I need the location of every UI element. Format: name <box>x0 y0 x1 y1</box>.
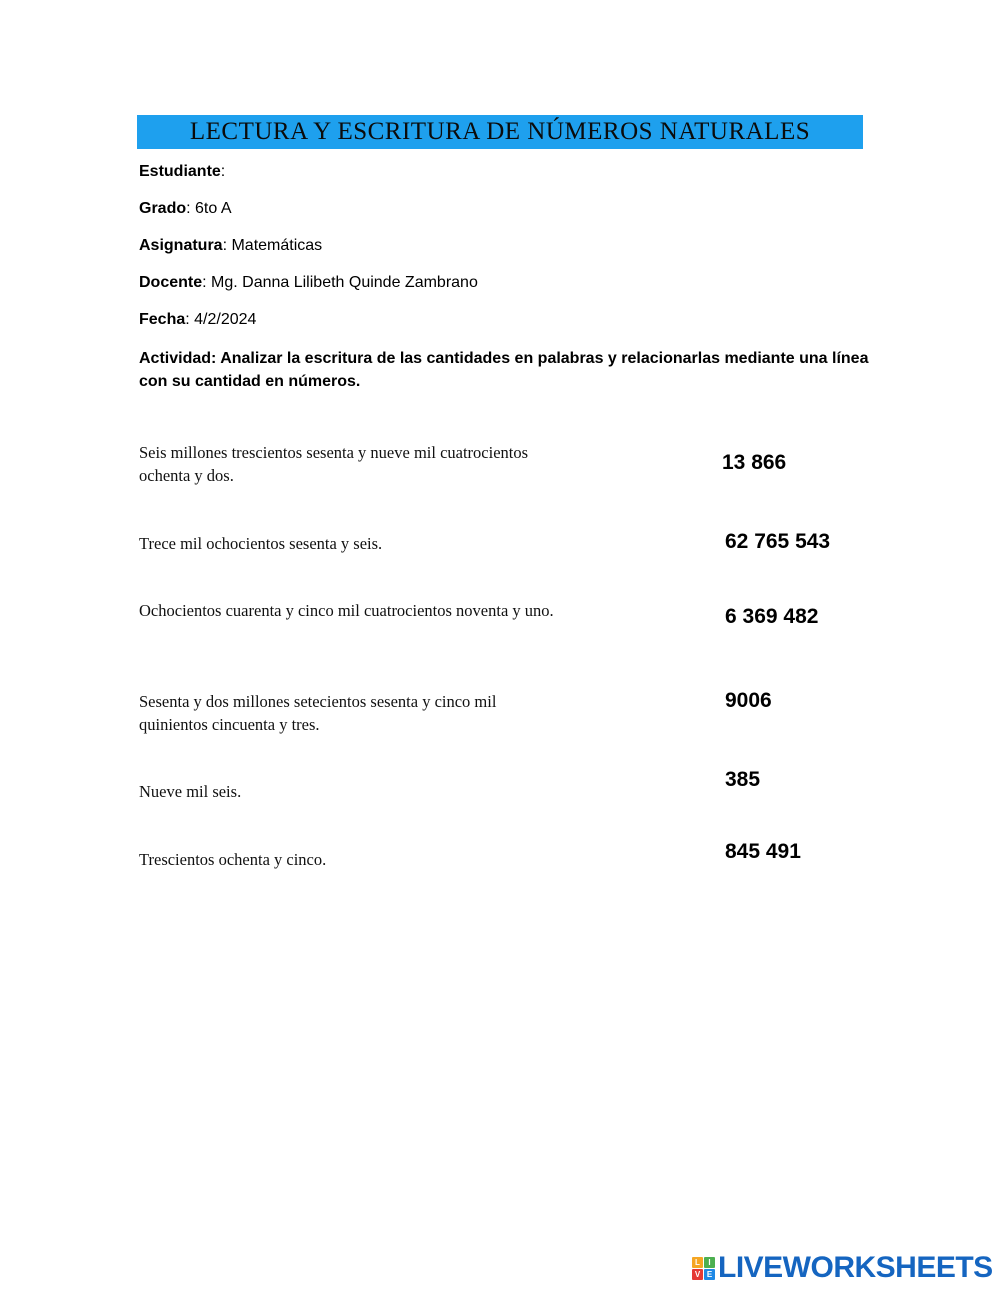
logo-letter: L <box>692 1257 703 1268</box>
number-item[interactable]: 62 765 543 <box>725 530 831 553</box>
liveworksheets-logo <box>692 1251 993 1285</box>
phrase-item[interactable]: Sesenta y dos millones setecientos sesenta y cinco mil quinientos cincuenta y tres. <box>139 692 497 734</box>
number-item[interactable]: 9006 <box>725 689 772 712</box>
logo-icon <box>692 1257 715 1280</box>
phrase-item[interactable]: Trescientos ochenta y cinco. <box>139 850 327 869</box>
phrase-item[interactable]: Nueve mil seis. <box>139 782 242 801</box>
info-grado <box>139 200 232 218</box>
page-title: LECTURA Y ESCRITURA DE NÚMEROS NATURALES <box>189 118 811 145</box>
brand-name: LIVEWORKSHEETS <box>718 1251 993 1284</box>
fecha-value: : 4/2/2024 <box>185 311 257 328</box>
number-item[interactable]: 13 866 <box>722 451 787 474</box>
logo-letter: V <box>692 1269 703 1280</box>
logo-letter: I <box>704 1257 715 1268</box>
info-fecha <box>139 311 256 329</box>
estudiante-value: : <box>220 163 226 180</box>
docente-value: : Mg. Danna Lilibeth Quinde Zambrano <box>202 274 478 291</box>
fecha-label: Fecha <box>139 311 186 328</box>
logo-letter: E <box>704 1269 715 1280</box>
number-item[interactable]: 385 <box>725 768 761 791</box>
info-asignatura <box>139 237 322 255</box>
estudiante-label: Estudiante <box>139 163 221 180</box>
number-item[interactable]: 845 491 <box>725 840 801 863</box>
phrase-item[interactable]: Ochocientos cuarenta y cinco mil cuatrocientos noventa y uno. <box>139 601 554 620</box>
phrase-item[interactable]: Seis millones trescientos sesenta y nueve mil cuatrocientos ochenta y dos. <box>139 443 529 485</box>
activity-instructions: Actividad: Analizar la escritura de las cantidades en palabras y relacionarlas mediante una línea con su cantidad en números. <box>139 350 869 390</box>
info-docente <box>139 274 478 292</box>
grado-value: : 6to A <box>186 200 232 217</box>
grado-label: Grado <box>139 200 187 217</box>
asignatura-label: Asignatura <box>139 237 223 254</box>
number-item[interactable]: 6 369 482 <box>725 605 819 628</box>
info-estudiante <box>139 163 225 181</box>
phrase-item[interactable]: Trece mil ochocientos sesenta y seis. <box>139 534 383 553</box>
title-banner <box>137 115 863 149</box>
docente-label: Docente <box>139 274 203 291</box>
asignatura-value: : Matemáticas <box>222 237 323 254</box>
